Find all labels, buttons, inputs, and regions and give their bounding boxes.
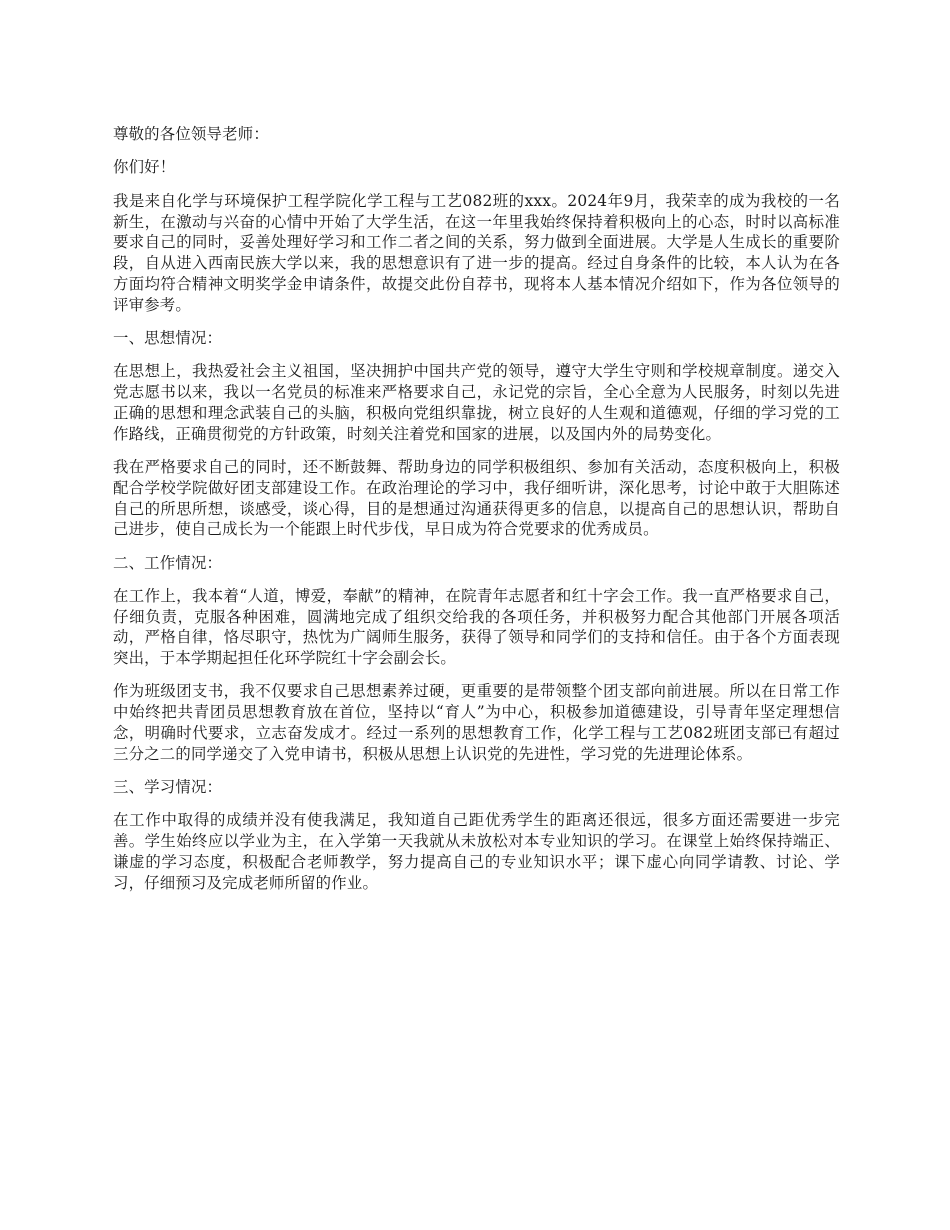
section-heading-study: 三、学习情况：	[113, 778, 223, 797]
intro-paragraph: 我是来自化学与环境保护工程学院化学工程与工艺082班的xxx。2024年9月，我荣幸的成为我校的一名新生，在激动与兴奋的心情中开始了大学生活，在这一年里我始终保持着积极向上的心态，时时以高标准要求自己的同时，妥善处理好学习和工作二者之间的关系，努力做到全面进展。大学是人生成长的重要阶段，自从进入西南民族大学以来，我的思想意识有了进一步的提高。经过自身条件的比较，本人认为在各方面均符合精神文明奖学金申请条件，故提交此份自荐书，现将本人基本情况介绍如下，作为各位领导的评审参考。	[113, 191, 840, 314]
study-paragraph: 在工作中取得的成绩并没有使我满足，我知道自己距优秀学生的距离还很远，很多方面还需要进一步完善。学生始终应以学业为主，在入学第一天我就从未放松对本专业知识的学习。在课堂上始终保持端正、谦虚的学习态度，积极配合老师教学，努力提高自己的专业知识水平；课下虚心向同学请教、讨论、学习，仔细预习及完成老师所留的作业。	[113, 811, 840, 892]
document-body	[113, 124, 840, 906]
work-paragraph-2: 作为班级团支书，我不仅要求自己思想素养过硬，更重要的是带领整个团支部向前进展。所以在日常工作中始终把共青团员思想教育放在首位，坚持以“育人”为中心，积极参加道德建设，引导青年坚定理想信念，明确时代要求，立志奋发成才。经过一系列的思想教育工作，化学工程与工艺082班团支部已有超过三分之二的同学递交了入党申请书，积极从思想上认识党的先进性，学习党的先进理论体系。	[113, 682, 840, 763]
work-paragraph-1: 在工作上，我本着“人道，博爱，奉献”的精神，在院青年志愿者和红十字会工作。我一直严格要求自己，仔细负责，克服各种困难，圆满地完成了组织交给我的各项任务，并积极努力配合其他部门开展各项活动，严格自律，恪尽职守，热忱为广阔师生服务，获得了领导和同学们的支持和信任。由于各个方面表现突出，于本学期起担任化环学院红十字会副会长。	[113, 586, 840, 668]
salutation: 尊敬的各位领导老师：	[113, 125, 269, 143]
thought-paragraph-2: 我在严格要求自己的同时，还不断鼓舞、帮助身边的同学积极组织、参加有关活动，态度积极向上，积极配合学校学院做好团支部建设工作。在政治理论的学习中，我仔细听讲，深化思考，讨论中敢于大胆陈述自己的所思所想，谈感受，谈心得，目的是想通过沟通获得更多的信息，以提高自己的思想认识，帮助自己进步，使自己成长为一个能跟上时代步伐，早日成为符合党要求的优秀成员。	[113, 457, 840, 539]
greeting: 你们好！	[113, 158, 176, 177]
section-heading-work: 二、工作情况：	[113, 553, 223, 572]
thought-paragraph-1: 在思想上，我热爱社会主义祖国，坚决拥护中国共产党的领导，遵守大学生守则和学校规章制度。递交入党志愿书以来，我以一名党员的标准来严格要求自己，永记党的宗旨，全心全意为人民服务，时刻以先进正确的思想和理念武装自己的头脑，积极向党组织靠拢，树立良好的人生观和道德观，仔细的学习党的工作路线，正确贯彻党的方针政策，时刻关注着党和国家的进展，以及国内外的局势变化。	[113, 362, 840, 443]
section-heading-thought: 一、思想情况：	[113, 328, 223, 347]
